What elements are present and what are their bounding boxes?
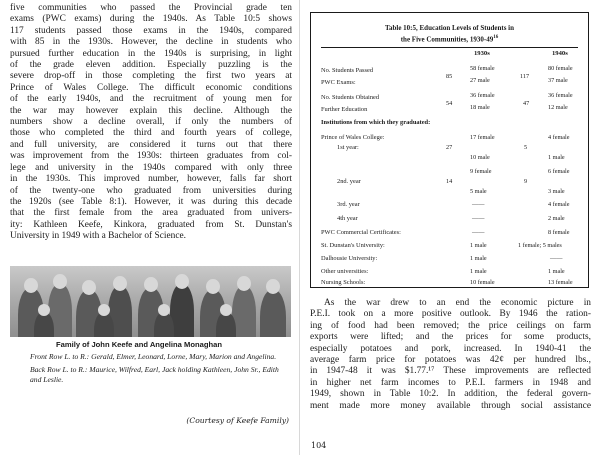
right-body-text [310,298,591,412]
text-line: of the twenty-one who graduated from universities during [10,185,292,196]
photo-credit: (Courtesy of Keefe Family) [186,416,289,425]
value-cell: 9 female [470,168,492,175]
photo-figure [260,290,286,337]
value-cell: 8 female [548,229,570,236]
text-line: five communities who passed the Provincial grade ten [10,3,292,13]
value-cell: 1 male [548,154,565,161]
photo-caption [30,352,292,389]
caption-front-row: Front Row L. to R.: Gerald, Elmer, Leonard, Lorne, Mary, Marion and Angelina. [30,352,277,361]
total-cell: 117 [520,73,530,80]
photo-face [158,304,170,316]
table-footnote-mark: 16 [493,35,499,40]
total-cell: 27 [446,144,453,151]
text-line: Prince of Wales College. The difficult economic conditions [10,82,292,93]
row-label: St. Dunstan's University: [321,242,385,249]
row-label: PWC Commercial Certificates: [321,229,401,236]
value-cell: —— [550,255,563,262]
text-line: those who completed the third and fourth years of college, [10,128,292,139]
photo-face [82,280,96,295]
value-cell: —— [472,215,485,222]
row-label: 4th year [337,215,358,222]
row-label: Nursing Schools: [321,279,366,286]
text-line: As the war drew to an end the economic picture in [324,298,591,308]
value-cell: 12 male [548,104,568,111]
text-line: the war may however explain this decline. Although the [10,105,292,116]
value-cell: 36 female [548,92,573,99]
text-line: with 85 in the 1930s. However, the decline in students who [10,37,292,48]
value-cell: 1 male [548,268,565,275]
text-line: that the first female from the area graduated from univers- [10,208,292,219]
value-cell: 1 male [470,255,487,262]
photo-caption-title: Family of John Keefe and Angelina Monaghan [56,340,222,349]
value-cell: —— [472,201,485,208]
text-line: ing of food had been removed; the price ceilings on farm [310,320,591,331]
text-line: exports were lifted; and the prices for some products, [310,332,591,343]
row-label: Other universities: [321,268,369,275]
value-cell: 10 female [470,279,495,286]
value-cell: 36 female [470,92,495,99]
value-cell: 18 male [470,104,490,111]
table-section-heading: Institutions from which they graduated: [321,119,431,126]
total-cell: 47 [523,100,530,107]
text-line: in 1947-48 it was $1.77.¹⁷ These improvements are reflected [310,366,591,377]
photo-face [266,279,280,294]
row-label: Further Education [321,106,368,113]
education-table [310,12,589,288]
text-line: University in 1949 with a Bachelor of Science. [10,231,186,242]
text-line: the 1920s (see Table 8:1). However, it was during this decade [10,196,292,207]
value-cell: 58 female [470,65,495,72]
value-cell: 5 male [470,188,487,195]
photo-face [98,304,110,316]
text-line: and full university, are considered it turns out that there [10,139,292,150]
row-label: 2nd. year [337,178,361,185]
value-cell: 6 female [548,168,570,175]
row-label: Dalhousie University: [321,255,378,262]
text-line: P.E.I. took on a more positive outlook. By 1946 the ration- [310,309,591,320]
table-title-line: Table 10:5, Education Levels of Students in [384,24,515,32]
value-cell: 10 male [470,154,490,161]
value-cell: 2 male [548,215,565,222]
text-line: numbers show a decline overall, if only the numbers of [10,117,292,128]
value-cell: 4 female [548,134,570,141]
text-line: 117 students passed those exams in the 1940s, compared [10,25,292,36]
value-cell: 13 female [548,279,573,286]
left-body-text [10,3,292,243]
value-cell: —— [472,229,485,236]
text-line: severe drop-off in those completing the first two years at [10,71,292,82]
value-cell: 37 male [548,77,568,84]
value-cell: 80 female [548,65,573,72]
text-line: lege and university in the 1940s compared with only three [10,162,292,173]
total-cell: 9 [524,178,528,185]
text-line: 1949, shown in Table 10:2. In addition, the federal govern- [310,389,591,400]
photo-face [206,279,220,294]
table-title-line: the Five Communities, $1930-49^{16}$ [400,35,499,44]
text-line: average farm price for potatoes was 42¢ per hundred lbs., [310,355,591,366]
row-label: No. Students Passed [321,67,374,74]
value-cell: 27 male [470,77,490,84]
photo-face [144,277,158,292]
photo-face [24,278,38,293]
text-line: of the early 1940s, and the recruitment of young men for [10,94,292,105]
total-cell: 85 [446,73,453,80]
photo-face [113,276,127,291]
column-header-1940s: 1940s [552,50,568,57]
column-header-1930s: 1930s [474,50,490,57]
text-line: in the 1930s. This improved number, however, falls far short [10,174,292,185]
value-cell: 4 female [548,201,570,208]
text-line: ity: Kathleen Keefe, Kinkora, graduated from St. Dunstan's [10,219,292,230]
photo-face [220,304,232,316]
value-cell: 1 male [470,242,487,249]
row-label: 3rd. year [337,201,360,208]
text-line: pursued further education in the 1940s is surprising, in light [10,48,292,59]
caption-back-row: Back Row L. to R.: Maurice, Wilfred, Earl, Jack holding Kathleen, John Sr., Edith and Leslie. [30,365,279,385]
page-number: 104 [311,441,327,450]
text-line: in higher net farm incomes to P.E.I. farmers in 1948 and [310,377,591,388]
row-label: Prince of Wales College: [321,134,385,141]
row-label: No. Students Obtained [321,94,380,101]
value-cell: 1 female; 5 males [518,242,562,249]
text-line: was improvement from the 1930s: thirteen graduates from col- [10,151,292,162]
total-cell: 54 [446,100,453,107]
table-title [311,24,588,44]
text-line: of the grade eleven addition. Especially puzzling is the [10,60,292,71]
photo-face [175,274,189,289]
total-cell: 5 [524,144,528,151]
total-cell: 14 [446,178,453,185]
value-cell: 1 male [470,268,487,275]
row-label: 1st year: [337,144,359,151]
photo-face [53,274,67,289]
photo-face [237,276,251,291]
photo-face [38,304,50,316]
text-line: exams (PWC exams) during the 1940s. As Table 10:5 shows [10,14,292,25]
table-rule [321,47,578,48]
row-label: PWC Exams: [321,79,356,86]
text-line: ment made more money available through social assistance [310,400,591,411]
family-photo [10,266,291,337]
text-line: especially potatoes and pork, increased. In 1940-41 the [310,343,591,354]
value-cell: 3 male [548,188,565,195]
value-cell: 17 female [470,134,495,141]
